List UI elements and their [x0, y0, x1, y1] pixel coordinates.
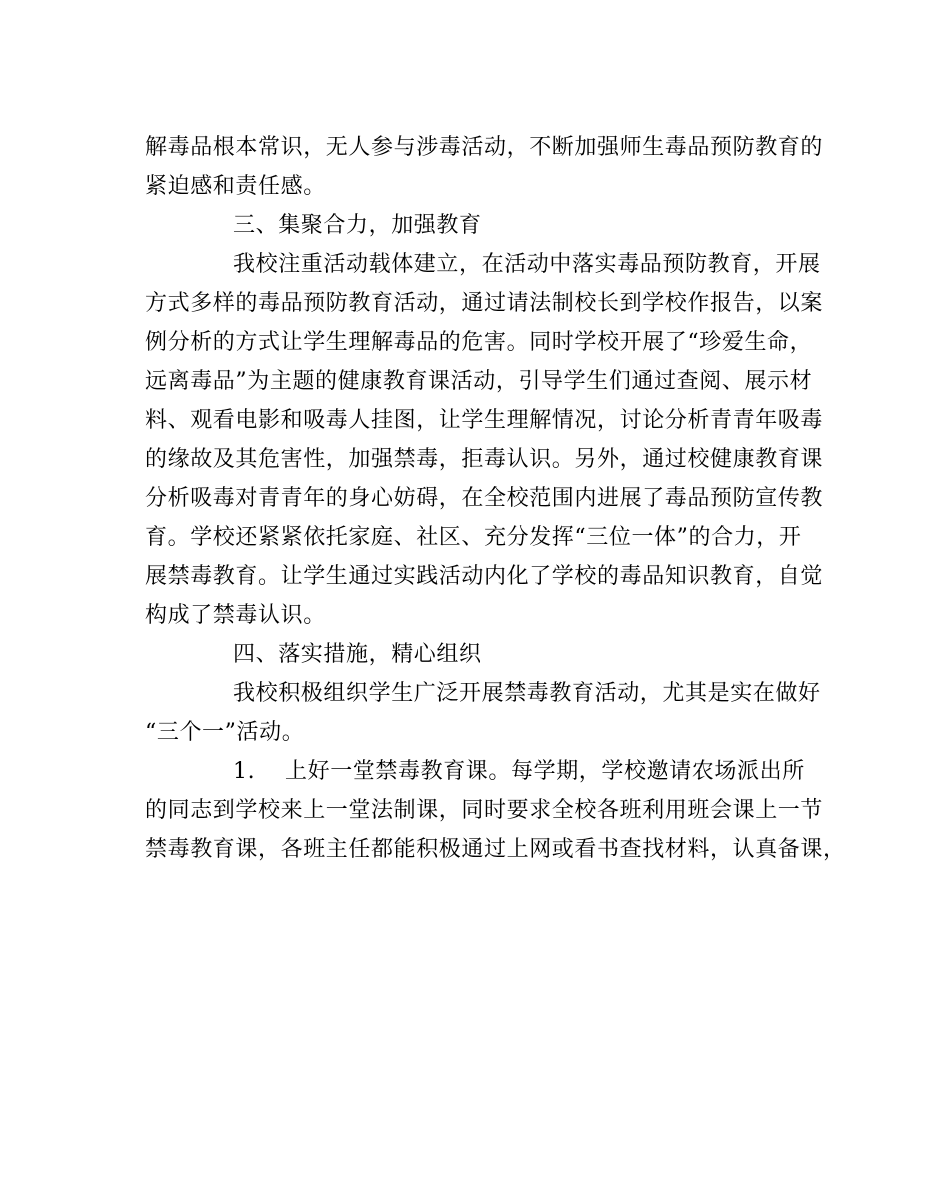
body-line: 例分析的方式让学生理解毒品的危害。同时学校开展了“珍爱生命，	[145, 330, 813, 355]
body-line: 方式多样的毒品预防教育活动，通过请法制校长到学校作报告，以案	[145, 291, 824, 316]
body-line: 展禁毒教育。让学生通过实践活动内化了学校的毒品知识教育，自觉	[145, 564, 824, 589]
body-line: 紧迫感和责任感。	[145, 174, 326, 199]
body-line: 分析吸毒对青青年的身心妨碍，在全校范围内进展了毒品预防宣传教	[145, 486, 824, 511]
body-line: 育。学校还紧紧依托家庭、社区、充分发挥“三位一体”的合力，开	[145, 525, 802, 550]
body-line: 远离毒品”为主题的健康教育课活动，引导学生们通过查阅、展示材	[145, 369, 813, 394]
paragraph-start: 我校注重活动载体建立，在活动中落实毒品预防教育，开展	[233, 252, 821, 277]
body-line: 禁毒教育课，各班主任都能积极通过上网或看书查找材料，认真备课，	[145, 837, 846, 862]
body-line: 的缘故及其危害性，加强禁毒，拒毒认识。另外，通过校健康教育课	[145, 447, 824, 472]
paragraph-start: 我校积极组织学生广泛开展禁毒教育活动，尤其是实在做好	[233, 681, 821, 706]
body-line: 解毒品根本常识，无人参与涉毒活动，不断加强师生毒品预防教育的	[145, 135, 824, 160]
section-heading: 三、集聚合力，加强教育	[233, 213, 482, 238]
document-body	[145, 128, 846, 869]
body-line: “三个一”活动。	[145, 720, 305, 745]
list-item	[145, 752, 810, 791]
section-heading: 四、落实措施，精心组织	[233, 642, 482, 667]
body-line: 的同志到学校来上一堂法制课，同时要求全校各班利用班会课上一节	[145, 798, 824, 823]
list-number: 1.	[233, 759, 256, 784]
body-line: 料、观看电影和吸毒人挂图，让学生理解情况，讨论分析青青年吸毒	[145, 408, 824, 433]
body-line: 构成了禁毒认识。	[145, 603, 326, 628]
list-item-text: 上好一堂禁毒教育课。每学期，学校邀请农场派出所	[285, 759, 805, 784]
